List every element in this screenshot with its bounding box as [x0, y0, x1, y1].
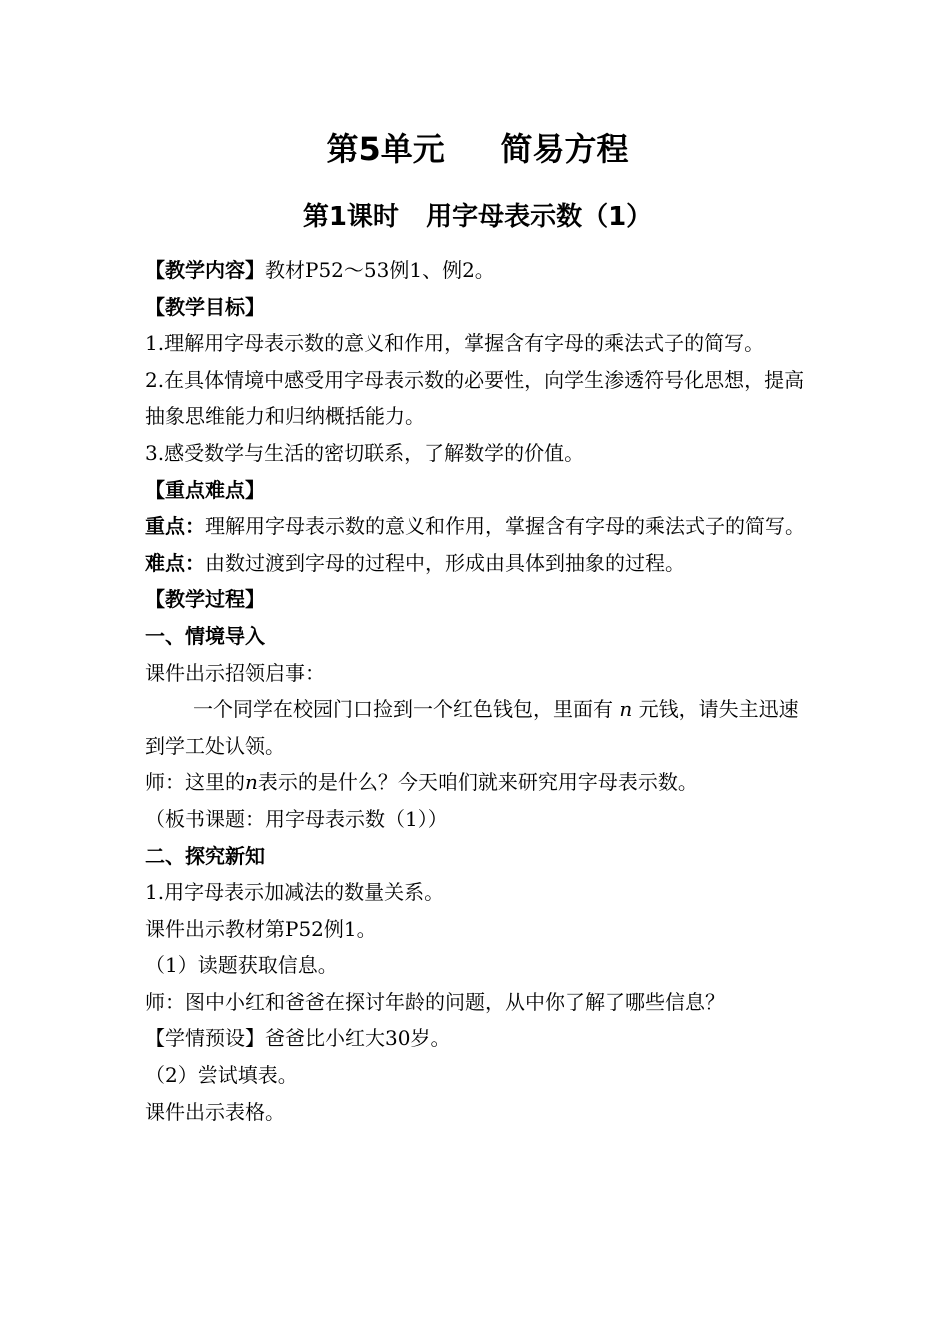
step-1: （1）读题获取信息。 — [145, 953, 338, 978]
teacher-line-1 — [145, 764, 810, 801]
section-1-heading: 一、情境导入 — [145, 623, 265, 648]
key-points-heading: 【重点难点】 — [145, 477, 265, 502]
lesson-title: 第1课时 用字母表示数（1） — [302, 202, 653, 232]
key-point-line — [145, 508, 810, 545]
difficulty-line — [145, 545, 810, 582]
objective-1: 1.理解用字母表示数的意义和作用，掌握含有字母的乘法式子的简写。 — [145, 331, 765, 356]
board-title: （板书课题：用字母表示数（1）） — [145, 806, 448, 831]
key-point-text: 理解用字母表示数的意义和作用，掌握含有字母的乘法式子的简写。 — [205, 514, 805, 539]
key-point-label: 重点： — [145, 514, 205, 539]
unit-title: 第5单元 简易方程 — [326, 130, 629, 168]
notice-text-after: 元钱，请失主迅速到学工处认领。 — [145, 697, 799, 758]
objective-2: 2.在具体情境中感受用字母表示数的必要性，向学生渗透符号化思想，提高抽象思维能力和归纳概括能力。 — [145, 367, 805, 429]
process-heading: 【教学过程】 — [145, 587, 265, 612]
objective-3: 3.感受数学与生活的密切联系，了解数学的价值。 — [145, 440, 585, 465]
teacher-question: 师：图中小红和爸爸在探讨年龄的问题，从中你了解了哪些信息？ — [145, 989, 725, 1014]
notice-text — [145, 691, 810, 764]
courseware-table: 课件出示表格。 — [145, 1099, 285, 1124]
teacher-label-1: 师：这里的 — [145, 770, 245, 795]
difficulty-text: 由数过渡到字母的过程中，形成由具体到抽象的过程。 — [205, 550, 685, 575]
notice-text-before: 一个同学在校园门口捡到一个红色钱包，里面有 — [193, 697, 620, 722]
teaching-content-text: 教材P52～53例1、例2。 — [265, 258, 495, 282]
teaching-content-label: 【教学内容】 — [145, 258, 265, 282]
notice-variable: n — [619, 697, 633, 722]
courseware-example: 课件出示教材第P52例1。 — [145, 916, 377, 941]
preset-text: 爸爸比小红大30岁。 — [265, 1026, 451, 1051]
section-2-heading: 二、探究新知 — [145, 843, 265, 868]
step-2: （2）尝试填表。 — [145, 1063, 298, 1088]
courseware-notice: 课件出示招领启事： — [145, 660, 325, 685]
objectives-heading: 【教学目标】 — [145, 294, 265, 319]
sub-1: 1.用字母表示加减法的数量关系。 — [145, 880, 445, 905]
preset-line — [145, 1020, 810, 1057]
preset-label: 【学情预设】 — [145, 1026, 265, 1051]
teacher-variable-1: n — [245, 770, 258, 795]
teaching-content-line — [145, 252, 810, 289]
teacher-text-1: 表示的是什么？今天咱们就来研究用字母表示数。 — [257, 770, 698, 795]
lesson-body — [145, 252, 810, 1130]
document-page — [145, 0, 810, 1344]
difficulty-label: 难点： — [145, 550, 205, 575]
